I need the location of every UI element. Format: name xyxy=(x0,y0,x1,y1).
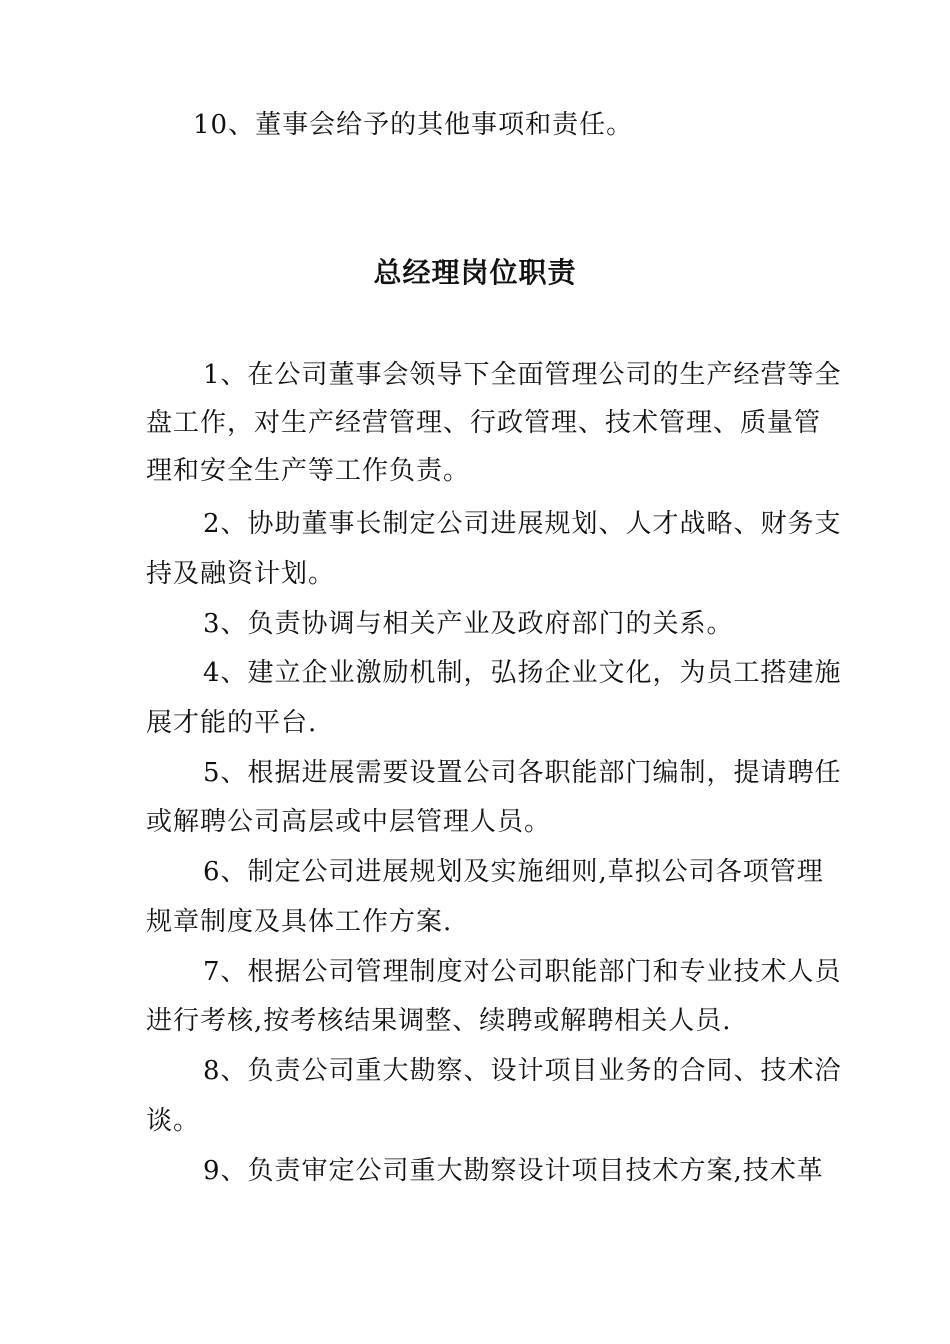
item-8-line-1: 8、负责公司重大勘察、设计项目业务的合同、技术洽 xyxy=(203,1056,842,1086)
item-5-line-1: 5、根据进展需要设置公司各职能部门编制，提请聘任 xyxy=(203,758,842,788)
item-4-line-2: 展才能的平台. xyxy=(146,708,318,738)
item-8-line-2: 谈。 xyxy=(146,1106,201,1136)
item-7-line-2: 进行考核,按考核结果调整、续聘或解聘相关人员. xyxy=(146,1006,732,1036)
item-1-line-2: 盘工作，对生产经营管理、行政管理、技术管理、质量管 xyxy=(146,408,822,438)
paragraph-item-10: 10、董事会给予的其他事项和责任。 xyxy=(193,110,634,140)
item-4-line-1: 4、建立企业激励机制，弘扬企业文化，为员工搭建施 xyxy=(203,658,842,688)
page-title: 总经理岗位职责 xyxy=(373,256,577,289)
item-2-line-1: 2、协助董事长制定公司进展规划、人才战略、财务支 xyxy=(203,509,842,539)
item-3-line-1: 3、负责协调与相关产业及政府部门的关系。 xyxy=(203,609,734,639)
item-9-line-1: 9、负责审定公司重大勘察设计项目技术方案,技术革 xyxy=(203,1156,824,1186)
item-1-line-1: 1、在公司董事会领导下全面管理公司的生产经营等全 xyxy=(203,360,842,390)
item-1-line-3: 理和安全生产等工作负责。 xyxy=(146,456,471,486)
item-7-line-1: 7、根据公司管理制度对公司职能部门和专业技术人员 xyxy=(203,957,842,987)
item-6-line-2: 规章制度及具体工作方案. xyxy=(146,907,453,937)
item-5-line-2: 或解聘公司高层或中层管理人员。 xyxy=(146,807,552,837)
item-6-line-1: 6、制定公司进展规划及实施细则,草拟公司各项管理 xyxy=(203,857,824,887)
item-2-line-2: 持及融资计划。 xyxy=(146,559,336,589)
